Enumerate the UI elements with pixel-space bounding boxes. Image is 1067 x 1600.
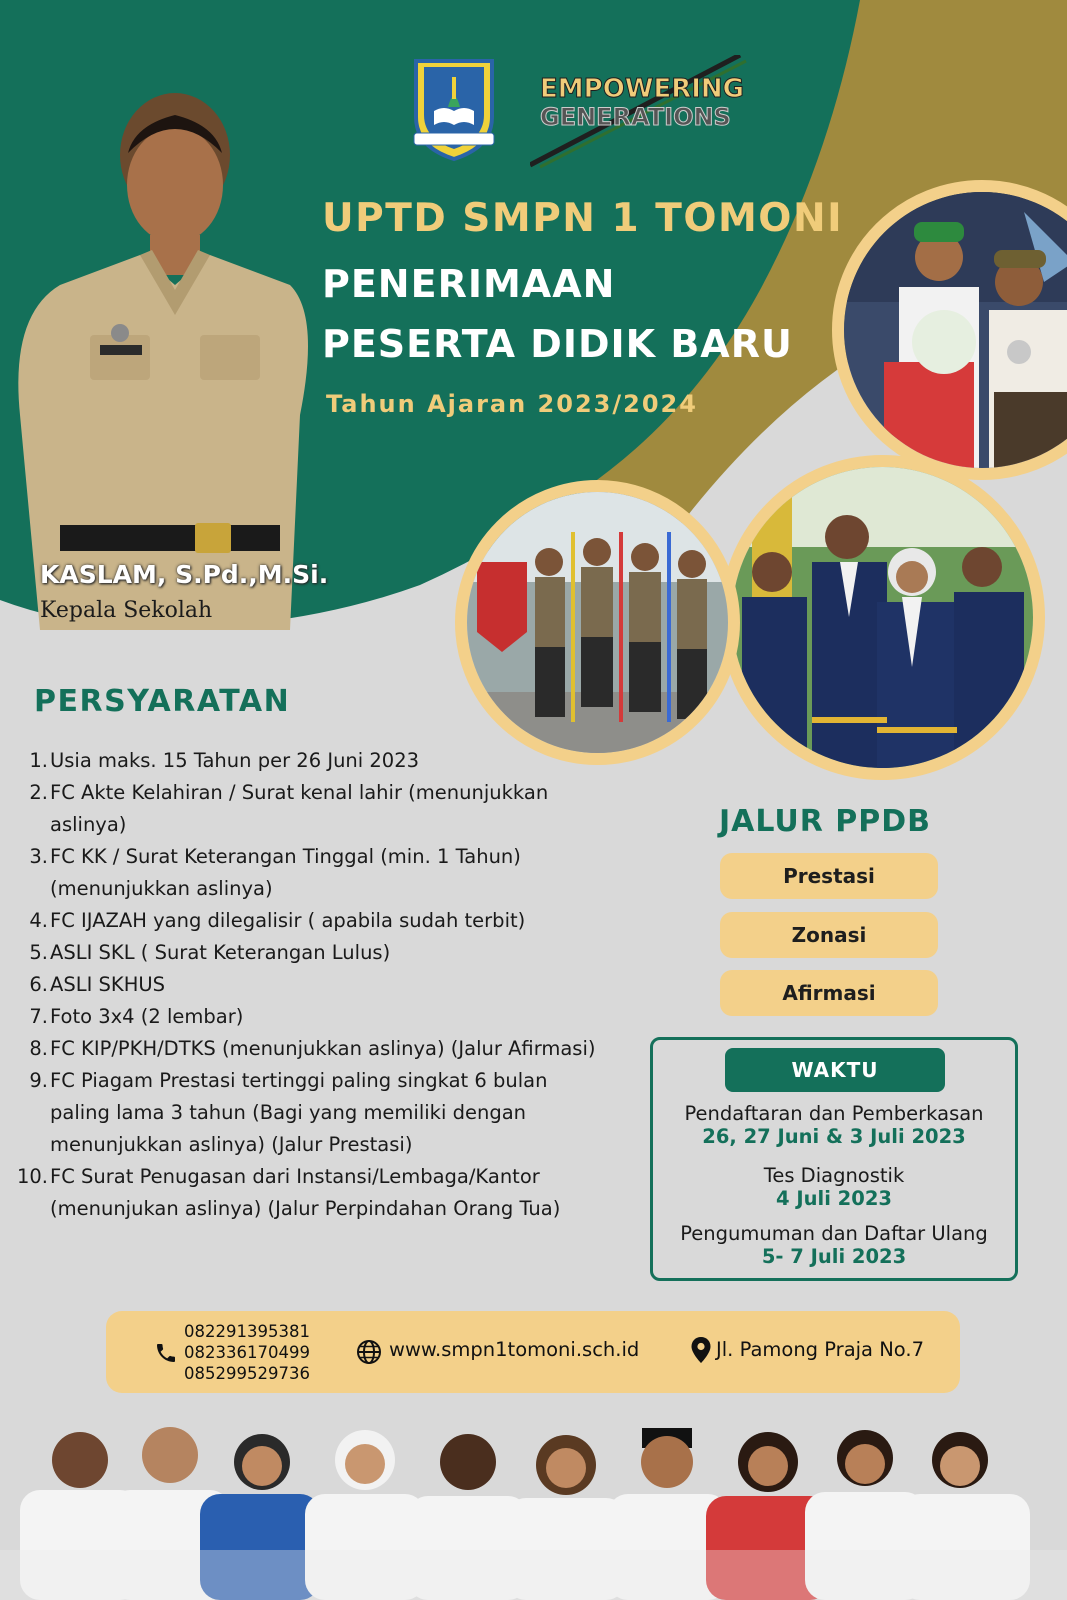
item-text: ASLI SKHUS <box>50 973 166 996</box>
item-number: 6. <box>29 973 48 996</box>
item-text: FC KIP/PKH/DTKS (menunjukkan aslinya) (Jalur Afirmasi) <box>50 1037 596 1060</box>
requirements-list <box>14 745 604 1225</box>
schedule-label: Pendaftaran dan Pemberkasan <box>684 1102 984 1125</box>
path-zonasi: Zonasi <box>720 912 938 958</box>
item-text: Usia maks. 15 Tahun per 26 Juni 2023 <box>50 749 420 772</box>
item-number: 5. <box>29 941 48 964</box>
schedule-date: 4 Juli 2023 <box>776 1187 892 1210</box>
phone-icon <box>154 1341 178 1365</box>
schedule-label: Tes Diagnostik <box>763 1164 905 1187</box>
item-number: 4. <box>29 909 48 932</box>
item-text: FC Akte Kelahiran / Surat kenal lahir (menunjukkan aslinya) <box>50 781 549 836</box>
list-item <box>14 937 604 969</box>
item-number: 1. <box>29 749 48 772</box>
item-text: FC Piagam Prestasi tertinggi paling singkat 6 bulan paling lama 3 tahun (Bagi yang memiliki dengan menunjukkan aslinya) (Jalur Prestasi) <box>50 1069 548 1156</box>
empowering-text: EMPOWERING <box>540 74 745 104</box>
generations-text: GENERATIONS <box>540 103 731 131</box>
phone-number[interactable]: 085299529736 <box>184 1364 310 1383</box>
schedule-date: 5- 7 Juli 2023 <box>761 1245 907 1268</box>
item-number: 7. <box>29 1005 48 1028</box>
path-prestasi: Prestasi <box>720 853 938 899</box>
student-figures <box>0 1427 1067 1600</box>
students-group-photo <box>0 1420 1067 1600</box>
principal-photo <box>0 85 320 630</box>
item-text: FC Surat Penugasan dari Instansi/Lembaga/Kantor (menunjukan aslinya) (Jalur Perpindahan Orang Tua) <box>50 1165 561 1220</box>
address: Jl. Pamong Praja No.7 <box>716 1338 924 1361</box>
list-item <box>14 1065 604 1161</box>
globe-icon <box>356 1339 382 1365</box>
list-item <box>14 969 604 1001</box>
item-number: 8. <box>29 1037 48 1060</box>
admission-path-title: JALUR PPDB <box>718 804 932 839</box>
schedule-label: Pengumuman dan Daftar Ulang <box>680 1222 988 1245</box>
list-item <box>14 1033 604 1065</box>
academic-year: Tahun Ajaran 2023/2024 <box>326 390 698 418</box>
phone-number[interactable]: 082336170499 <box>184 1343 310 1362</box>
item-number: 10. <box>16 1165 48 1188</box>
schedule-title: WAKTU <box>725 1048 945 1092</box>
item-number: 9. <box>29 1069 48 1092</box>
list-item <box>14 1001 604 1033</box>
requirements-title: PERSYARATAN <box>34 684 291 719</box>
headline-line-2: PESERTA DIDIK BARU <box>322 322 793 366</box>
empowering-generations-logo <box>530 55 760 170</box>
schedule-item <box>653 1222 1015 1268</box>
item-text: ASLI SKL ( Surat Keterangan Lulus) <box>50 941 391 964</box>
phone-numbers <box>184 1321 310 1384</box>
headline-line-1: PENERIMAAN <box>322 262 616 306</box>
schedule-date: 26, 27 Juni & 3 Juli 2023 <box>702 1125 966 1148</box>
principal-role: Kepala Sekolah <box>40 598 213 623</box>
item-text: FC IJAZAH yang dilegalisir ( apabila sudah terbit) <box>50 909 526 932</box>
schedule-item <box>653 1102 1015 1148</box>
item-number: 3. <box>29 845 48 868</box>
item-text: Foto 3x4 (2 lembar) <box>50 1005 244 1028</box>
photo-uniform-students <box>720 455 1045 780</box>
list-item <box>14 777 604 841</box>
principal-name: KASLAM, S.Pd.,M.Si. <box>40 560 329 589</box>
photo-scout-students <box>455 480 740 765</box>
website-link[interactable]: www.smpn1tomoni.sch.id <box>389 1338 640 1361</box>
schedule-item <box>653 1164 1015 1210</box>
item-text: FC KK / Surat Keterangan Tinggal (min. 1 Tahun) (menunjukkan aslinya) <box>50 845 521 900</box>
school-logo <box>410 55 498 163</box>
contact-bar <box>106 1311 960 1393</box>
school-title: UPTD SMPN 1 TOMONI <box>322 196 844 241</box>
schedule-box <box>650 1037 1018 1281</box>
list-item <box>14 905 604 937</box>
list-item <box>14 841 604 905</box>
item-number: 2. <box>29 781 48 804</box>
list-item <box>14 745 604 777</box>
phone-number[interactable]: 082291395381 <box>184 1322 310 1341</box>
list-item <box>14 1161 604 1225</box>
location-pin-icon <box>690 1336 712 1364</box>
path-afirmasi: Afirmasi <box>720 970 938 1016</box>
